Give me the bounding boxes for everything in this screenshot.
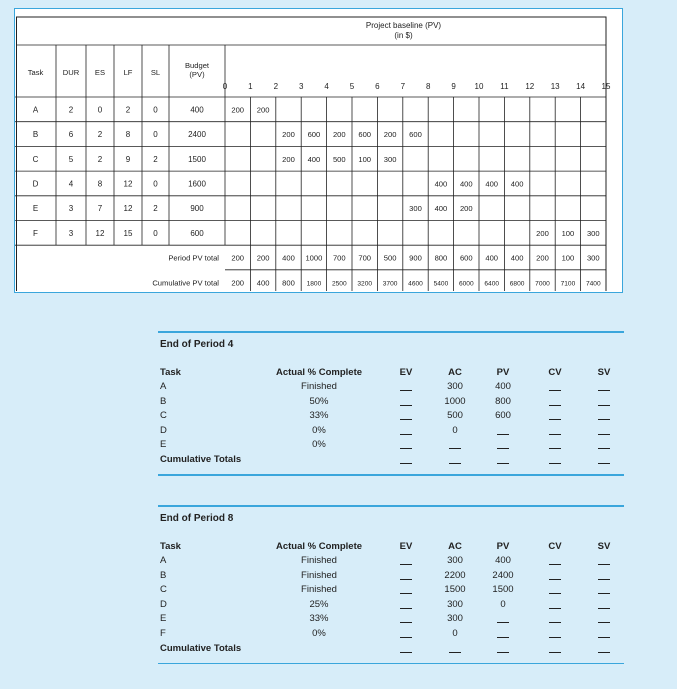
pv-cell: 0	[500, 598, 506, 610]
task-lf-cell: 2	[125, 105, 131, 115]
cumulative-totals-label: Cumulative Totals	[160, 454, 242, 465]
blank-sv-line	[598, 405, 610, 406]
blank-sv-line	[598, 434, 610, 435]
cumulative-total-cell: 5400	[433, 280, 449, 288]
ac-cell: 1000	[444, 395, 466, 407]
col-header-cv: CV	[548, 367, 562, 378]
blank-ev-line	[400, 637, 412, 638]
task-cell: D	[160, 598, 167, 610]
blank-cv-line	[549, 390, 561, 391]
col-header-task: Task	[160, 367, 181, 378]
blank-total-ac-line	[449, 463, 461, 464]
blank-sv-line	[598, 622, 610, 623]
period-total-cell: 200	[536, 253, 549, 263]
actual-complete-cell: 33%	[309, 613, 329, 625]
cumulative-totals-label: Cumulative Totals	[160, 642, 242, 654]
col-header-pv: PV	[496, 367, 510, 378]
ac-cell: 2200	[444, 569, 466, 581]
task-cell: A	[160, 555, 167, 566]
cumulative-total-cell: 3700	[382, 280, 398, 288]
pv-value-cell: 400	[485, 179, 499, 189]
ac-cell: 500	[447, 410, 463, 422]
period-tick: 3	[298, 82, 304, 91]
task-task-cell: C	[32, 154, 39, 164]
task-cell: E	[160, 439, 167, 451]
pv-cell: 400	[495, 555, 511, 566]
baseline-grid	[15, 9, 621, 291]
task-es-cell: 7	[97, 204, 103, 214]
col-header-task: Task	[160, 541, 181, 552]
period-total-cell: 300	[586, 253, 600, 263]
task-cell: E	[160, 613, 167, 625]
period-total-cell: 100	[561, 253, 575, 263]
pv-value-cell: 200	[282, 130, 295, 140]
period-total-cell: 500	[383, 253, 397, 263]
pv-cell: 2400	[492, 569, 514, 581]
period-total-cell: 400	[282, 253, 295, 263]
blank-cv-line	[549, 622, 561, 623]
pv-value-cell: 400	[434, 179, 448, 189]
period-pv-total-label: Period PV total	[168, 253, 219, 263]
cumulative-total-cell: 7400	[585, 280, 601, 288]
blank-sv-line	[598, 608, 610, 609]
blank-cv-line	[549, 637, 561, 638]
task-dur-cell: 3	[68, 204, 74, 214]
pv-value-cell: 600	[307, 130, 321, 140]
blank-ac-line	[449, 448, 461, 449]
bottom-rule	[158, 474, 624, 476]
blank-total-pv-line	[497, 652, 509, 653]
bottom-rule	[158, 663, 624, 665]
col-header-ac: AC	[448, 541, 462, 552]
cumulative-total-cell: 3200	[357, 280, 373, 288]
blank-cv-line	[549, 579, 561, 580]
pv-value-cell: 400	[434, 204, 448, 214]
actual-complete-cell: 0%	[312, 424, 326, 436]
pv-value-cell: 400	[307, 154, 321, 164]
blank-pv-line	[497, 622, 509, 623]
task-budget-cell: 600	[190, 228, 204, 238]
actual-complete-cell: 0%	[312, 628, 326, 639]
period-total-cell: 600	[459, 253, 473, 263]
pv-value-cell: 400	[510, 179, 524, 189]
period-total-cell: 1000	[305, 253, 323, 263]
period-total-cell: 900	[409, 253, 422, 263]
task-cell: B	[160, 395, 167, 407]
task-task-cell: E	[32, 204, 39, 214]
blank-cv-line	[549, 608, 561, 609]
blank-ev-line	[400, 434, 412, 435]
task-dur-cell: 4	[68, 179, 74, 189]
period-tick: 0	[222, 82, 228, 91]
pv-value-cell: 200	[459, 204, 473, 214]
actual-complete-cell: Finished	[301, 584, 337, 596]
header-budget: Budget	[184, 61, 210, 70]
blank-total-ev-line	[400, 652, 412, 653]
blank-cv-line	[549, 419, 561, 420]
pv-value-cell: 200	[383, 130, 397, 140]
task-sl-cell: 0	[153, 105, 158, 115]
col-header-ev: EV	[399, 367, 413, 378]
pv-value-cell: 200	[536, 228, 549, 238]
header-dur: DUR	[62, 68, 80, 77]
baseline-title: Project baseline (PV)	[365, 21, 442, 30]
blank-ev-line	[400, 564, 412, 565]
pv-value-cell: 200	[332, 130, 346, 140]
cumulative-total-cell: 4600	[408, 280, 423, 288]
blank-total-pv-line	[497, 463, 509, 464]
top-rule	[158, 505, 624, 507]
pv-cell: 600	[495, 410, 511, 422]
pv-cell: 400	[495, 381, 511, 392]
blank-cv-line	[549, 593, 561, 594]
header-sl: SL	[150, 68, 161, 77]
blank-pv-line	[497, 637, 509, 638]
task-sl-cell: 2	[153, 154, 158, 164]
period-total-cell: 800	[434, 253, 448, 263]
cumulative-total-cell: 6000	[458, 280, 474, 288]
col-header-ev: EV	[399, 541, 413, 552]
ac-cell: 300	[447, 613, 463, 625]
period-total-cell: 200	[231, 253, 245, 263]
baseline-title-units: (in $)	[394, 31, 413, 40]
task-dur-cell: 5	[68, 154, 74, 164]
period-tick: 5	[349, 82, 355, 91]
task-budget-cell: 1500	[188, 154, 206, 164]
period-tick: 2	[273, 82, 279, 91]
cumulative-total-cell: 800	[282, 278, 295, 288]
period-tick: 9	[451, 82, 456, 91]
pv-value-cell: 300	[383, 154, 397, 164]
col-header-ac: AC	[448, 367, 462, 378]
blank-total-ac-line	[449, 652, 461, 653]
period-tick: 1	[248, 82, 253, 91]
task-es-cell: 8	[97, 179, 103, 189]
actual-complete-cell: 50%	[309, 395, 329, 407]
task-lf-cell: 8	[125, 130, 131, 140]
header-lf: LF	[123, 68, 133, 77]
task-cell: D	[160, 424, 167, 436]
cumulative-pv-total-label: Cumulative PV total	[152, 278, 219, 288]
task-cell: F	[160, 628, 166, 639]
task-budget-cell: 2400	[188, 130, 206, 140]
task-budget-cell: 400	[190, 105, 204, 115]
blank-sv-line	[598, 419, 610, 420]
blank-sv-line	[598, 637, 610, 638]
blank-total-sv-line	[598, 652, 610, 653]
blank-total-cv-line	[549, 652, 561, 653]
blank-sv-line	[598, 579, 610, 580]
task-sl-cell: 2	[153, 204, 158, 214]
task-sl-cell: 0	[153, 179, 158, 189]
col-header-actual: Actual % Complete	[275, 541, 363, 552]
header-budget-pv: (PV)	[189, 70, 205, 79]
task-dur-cell: 2	[68, 105, 74, 115]
cumulative-total-cell: 2500	[331, 280, 347, 288]
task-cell: C	[160, 584, 167, 596]
end-of-period-8-table	[158, 505, 624, 689]
pv-value-cell: 300	[586, 228, 600, 238]
blank-total-sv-line	[598, 463, 610, 464]
blank-sv-line	[598, 390, 610, 391]
ac-cell: 1500	[444, 584, 466, 596]
task-budget-cell: 900	[190, 204, 204, 214]
task-sl-cell: 0	[153, 228, 158, 238]
actual-complete-cell: Finished	[301, 569, 337, 581]
period-tick: 6	[375, 82, 380, 91]
pv-value-cell: 400	[459, 179, 473, 189]
task-sl-cell: 0	[153, 130, 158, 140]
col-header-sv: SV	[597, 541, 611, 552]
col-header-cv: CV	[548, 541, 562, 552]
header-task: Task	[27, 68, 44, 77]
actual-complete-cell: Finished	[301, 381, 337, 392]
col-header-sv: SV	[597, 367, 611, 378]
cumulative-total-cell: 6800	[509, 280, 525, 288]
blank-sv-line	[598, 448, 610, 449]
blank-ev-line	[400, 608, 412, 609]
task-task-cell: D	[32, 179, 39, 189]
cumulative-total-cell: 1800	[306, 280, 322, 288]
period-tick: 10	[474, 82, 484, 91]
pv-value-cell: 300	[409, 204, 422, 214]
actual-complete-cell: Finished	[301, 555, 337, 566]
blank-cv-line	[549, 405, 561, 406]
pv-value-cell: 500	[332, 154, 346, 164]
task-cell: A	[160, 381, 167, 392]
period-total-cell: 400	[485, 253, 499, 263]
col-header-actual: Actual % Complete	[275, 367, 363, 378]
blank-ev-line	[400, 622, 412, 623]
actual-complete-cell: 33%	[309, 410, 329, 422]
blank-sv-line	[598, 564, 610, 565]
blank-cv-line	[549, 434, 561, 435]
actual-complete-cell: 25%	[309, 598, 329, 610]
actual-complete-cell: 0%	[312, 439, 326, 451]
ac-cell: 300	[447, 555, 463, 566]
table-title: End of Period 4	[160, 339, 234, 350]
blank-ev-line	[400, 390, 412, 391]
period-tick: 11	[500, 82, 509, 91]
task-task-cell: B	[32, 130, 39, 140]
task-lf-cell: 12	[123, 204, 133, 214]
task-lf-cell: 15	[123, 228, 133, 238]
cumulative-total-cell: 7100	[560, 280, 576, 288]
pv-value-cell: 200	[282, 154, 295, 164]
task-es-cell: 12	[95, 228, 105, 238]
blank-cv-line	[549, 564, 561, 565]
blank-pv-line	[497, 434, 509, 435]
period-tick: 8	[425, 82, 431, 91]
project-baseline-table	[14, 8, 623, 293]
end-of-period-4-table	[158, 331, 624, 500]
blank-pv-line	[497, 448, 509, 449]
task-lf-cell: 9	[125, 154, 131, 164]
period-total-cell: 700	[332, 253, 346, 263]
task-dur-cell: 3	[68, 228, 74, 238]
blank-total-ev-line	[400, 463, 412, 464]
task-cell: B	[160, 569, 167, 581]
blank-total-cv-line	[549, 463, 561, 464]
blank-ev-line	[400, 405, 412, 406]
blank-ev-line	[400, 593, 412, 594]
pv-value-cell: 600	[409, 130, 422, 140]
task-dur-cell: 6	[68, 130, 74, 140]
task-cell: C	[160, 410, 167, 422]
pv-value-cell: 200	[231, 105, 245, 115]
cumulative-total-cell: 6400	[484, 280, 500, 288]
col-header-pv: PV	[496, 541, 510, 552]
pv-value-cell: 200	[256, 105, 270, 115]
blank-sv-line	[598, 593, 610, 594]
ac-cell: 300	[447, 598, 463, 610]
period-total-cell: 400	[510, 253, 524, 263]
task-budget-cell: 1600	[188, 179, 206, 189]
pv-value-cell: 100	[358, 154, 372, 164]
blank-ev-line	[400, 419, 412, 420]
pv-value-cell: 600	[358, 130, 372, 140]
blank-ev-line	[400, 448, 412, 449]
task-es-cell: 2	[97, 130, 103, 140]
task-task-cell: F	[33, 228, 38, 238]
table-title: End of Period 8	[160, 513, 234, 524]
period-total-cell: 200	[256, 253, 270, 263]
cumulative-total-cell: 200	[231, 278, 245, 288]
blank-ev-line	[400, 579, 412, 580]
period-tick: 15	[601, 82, 611, 91]
cumulative-total-cell: 7000	[535, 280, 550, 288]
period-tick: 13	[550, 82, 560, 91]
ac-cell: 300	[447, 381, 463, 392]
blank-cv-line	[549, 448, 561, 449]
ac-cell: 0	[452, 424, 458, 436]
task-task-cell: A	[32, 105, 39, 115]
period-total-cell: 700	[358, 253, 372, 263]
cumulative-total-cell: 400	[256, 278, 270, 288]
ac-cell: 0	[452, 628, 458, 639]
task-lf-cell: 12	[123, 179, 133, 189]
pv-cell: 800	[495, 395, 511, 407]
pv-cell: 1500	[492, 584, 514, 596]
pv-value-cell: 100	[561, 228, 575, 238]
task-es-cell: 0	[97, 105, 103, 115]
header-es: ES	[94, 68, 106, 77]
top-rule	[158, 331, 624, 333]
period-tick: 14	[576, 82, 586, 91]
period-tick: 12	[525, 82, 535, 91]
period-tick: 7	[400, 82, 406, 91]
period-tick: 4	[324, 82, 329, 91]
task-es-cell: 2	[97, 154, 103, 164]
